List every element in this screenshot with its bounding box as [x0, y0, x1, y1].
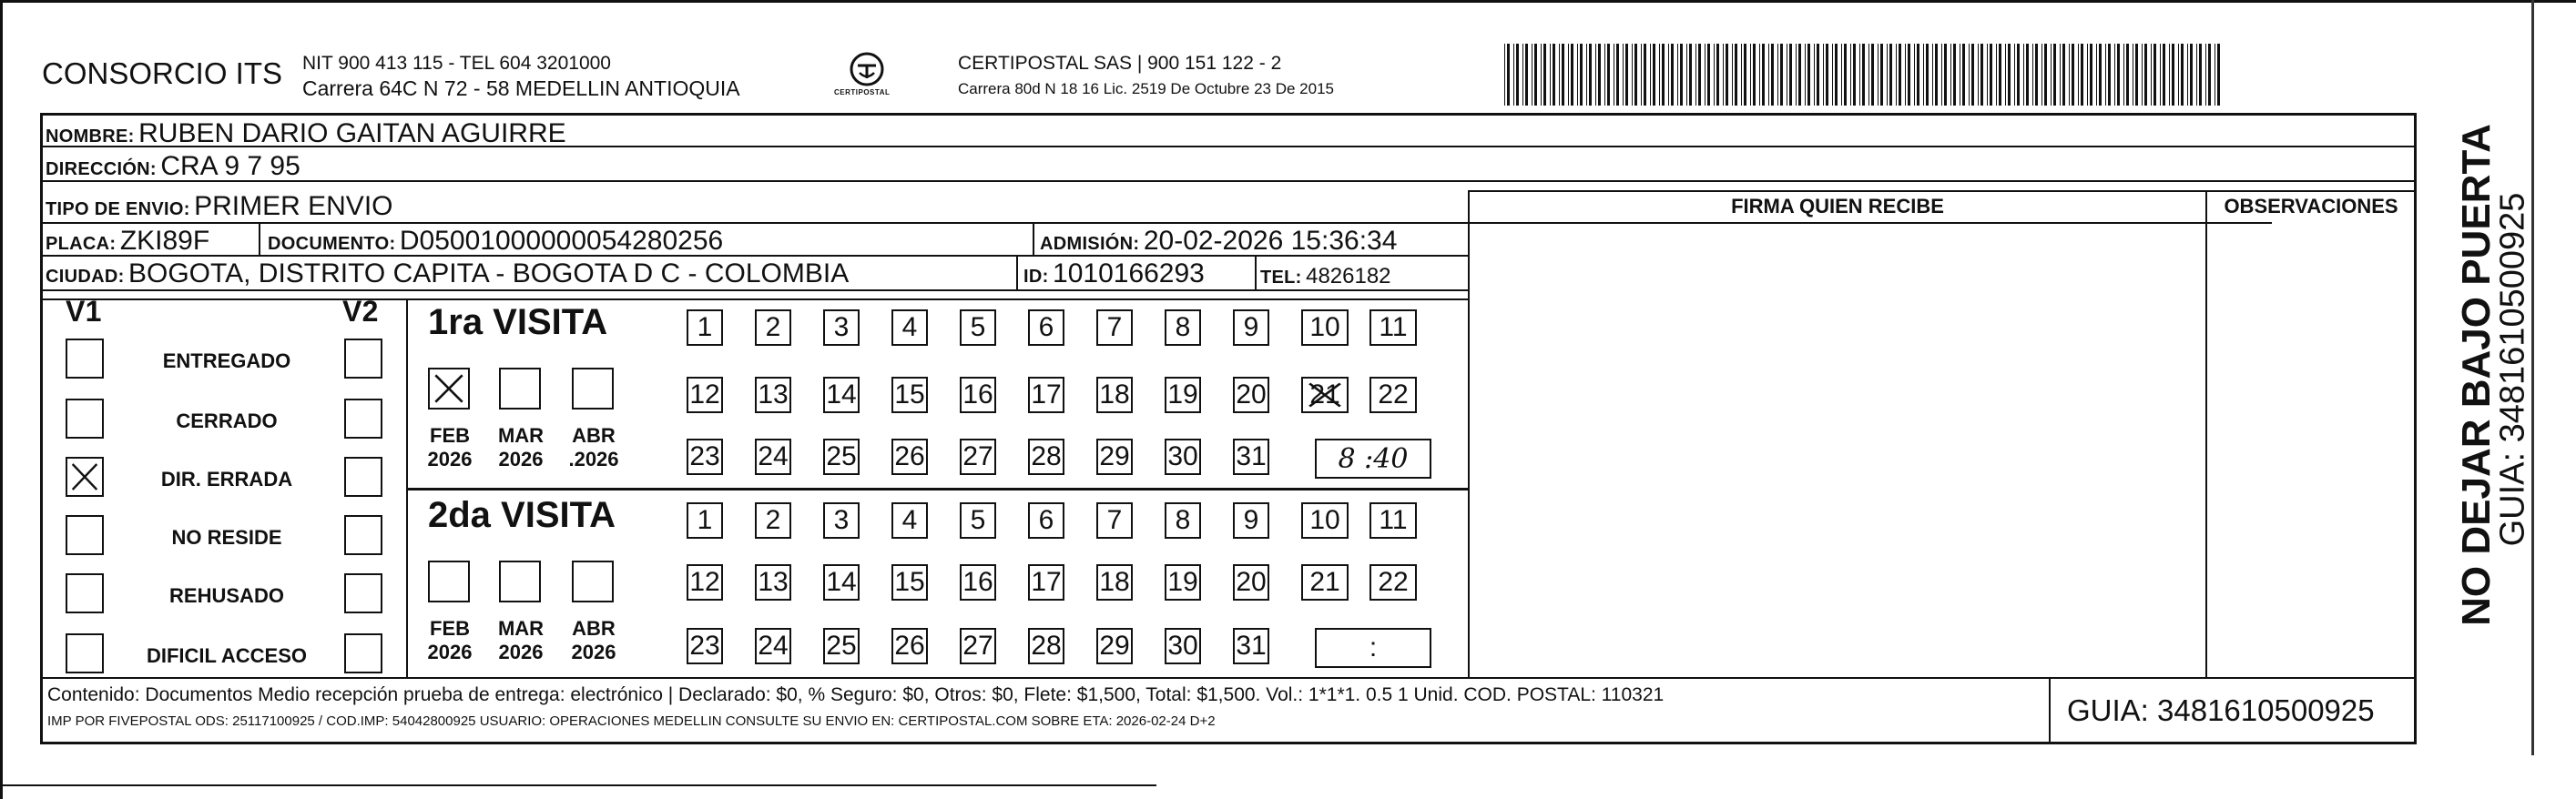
day-number: 11 — [1379, 312, 1408, 342]
day-cell[interactable] — [1165, 564, 1201, 601]
month-checkbox[interactable] — [428, 368, 470, 410]
day-cell[interactable] — [1165, 309, 1201, 346]
day-cell[interactable] — [960, 628, 996, 664]
day-cell[interactable] — [1233, 309, 1269, 346]
day-cell[interactable] — [1028, 377, 1064, 413]
month-name: MAR — [497, 617, 545, 640]
day-cell[interactable] — [755, 309, 791, 346]
day-number: 23 — [689, 441, 720, 471]
day-cell[interactable] — [960, 502, 996, 539]
direccion-label: DIRECCIÓN: — [46, 159, 157, 179]
day-cell[interactable] — [823, 502, 860, 539]
v1-checkbox[interactable] — [66, 339, 104, 379]
day-cell[interactable] — [755, 377, 791, 413]
day-number: 29 — [1099, 631, 1130, 661]
day-cell[interactable] — [687, 564, 723, 601]
status-label: DIR. ERRADA — [160, 468, 293, 491]
month-checkbox[interactable] — [499, 368, 541, 410]
day-number: 18 — [1099, 567, 1130, 597]
contenido-line: Contenido: Documentos Medio recepción prueba de entrega: electrónico | Declarado: $0, % Seguro: $0, Otros: $0, Flete: $1,500, Total: $1,500. Vol.: 1*1*1. 0.5 1 Unid. COD. POSTAL: 110321 — [47, 684, 1665, 705]
day-number: 22 — [1378, 567, 1409, 597]
day-cell[interactable] — [1233, 502, 1269, 539]
day-cell[interactable] — [960, 564, 996, 601]
day-cell[interactable] — [687, 377, 723, 413]
day-cell[interactable] — [960, 377, 996, 413]
day-number: 20 — [1236, 567, 1267, 597]
day-cell[interactable] — [755, 502, 791, 539]
month-name: ABR — [572, 617, 616, 640]
day-cell[interactable] — [1233, 564, 1269, 601]
time-field[interactable]: 8 :40 — [1315, 439, 1431, 479]
month-name: FEB — [430, 617, 470, 640]
address-line: Carrera 64C N 72 - 58 MEDELLIN ANTIOQUIA — [302, 76, 740, 100]
day-cell[interactable] — [823, 377, 860, 413]
day-number: 27 — [962, 631, 993, 661]
carrier-line: CERTIPOSTAL SAS | 900 151 122 - 2 — [958, 53, 1282, 74]
day-cell[interactable] — [1301, 564, 1349, 601]
month-year: .2026 — [568, 448, 619, 470]
day-number: 19 — [1167, 567, 1198, 597]
day-number: 4 — [901, 312, 918, 342]
day-number: 31 — [1236, 631, 1267, 661]
day-cell[interactable] — [687, 628, 723, 664]
day-number: 12 — [689, 379, 720, 410]
day-cell[interactable] — [1233, 439, 1269, 475]
day-cell[interactable] — [755, 564, 791, 601]
day-number: 13 — [758, 379, 789, 410]
day-number: 1 — [697, 505, 713, 535]
second-visit-title: 2da VISITA — [428, 495, 616, 535]
day-cell[interactable] — [1028, 502, 1064, 539]
day-number: 14 — [826, 379, 857, 410]
v2-label: V2 — [342, 295, 379, 328]
v2-checkbox[interactable] — [344, 573, 382, 613]
v2-checkbox[interactable] — [344, 515, 382, 555]
day-number: 10 — [1309, 312, 1340, 342]
day-number: 31 — [1236, 441, 1267, 471]
status-label: REHUSADO — [169, 584, 284, 607]
ciudad-label: CIUDAD: — [46, 267, 125, 287]
day-cell[interactable] — [960, 439, 996, 475]
day-cell[interactable] — [755, 628, 791, 664]
logo-caption: CERTIPOSTAL — [834, 88, 891, 96]
month-year: 2026 — [427, 641, 473, 663]
day-cell[interactable] — [1165, 439, 1201, 475]
day-number: 25 — [826, 631, 857, 661]
day-cell[interactable] — [1028, 309, 1064, 346]
v1-checkbox[interactable] — [66, 633, 104, 673]
observaciones-header: OBSERVACIONES — [2224, 195, 2398, 217]
day-cell[interactable] — [687, 502, 723, 539]
day-number: 16 — [962, 567, 993, 597]
v1-label: V1 — [66, 295, 102, 328]
day-cell[interactable] — [891, 564, 928, 601]
month-name: ABR — [572, 424, 616, 447]
carrier-license: Carrera 80d N 18 16 Lic. 2519 De Octubre 23 De 2015 — [958, 80, 1334, 97]
day-number: 6 — [1038, 505, 1054, 535]
day-number: 13 — [758, 567, 789, 597]
barcode — [1504, 44, 2233, 106]
day-number: 5 — [970, 312, 986, 342]
day-cell[interactable] — [687, 309, 723, 346]
day-number: 14 — [826, 567, 857, 597]
day-cell[interactable] — [1096, 628, 1133, 664]
day-cell[interactable] — [891, 439, 928, 475]
day-number: 9 — [1243, 505, 1259, 535]
day-number: 18 — [1099, 379, 1130, 410]
day-number: 29 — [1099, 441, 1130, 471]
day-cell[interactable] — [1233, 377, 1269, 413]
day-number: 24 — [758, 631, 789, 661]
day-number: 11 — [1379, 505, 1408, 535]
ciudad-value: BOGOTA, DISTRITO CAPITA - BOGOTA D C - COLOMBIA — [128, 258, 850, 288]
day-cell[interactable] — [1301, 377, 1349, 413]
v2-checkbox[interactable] — [344, 633, 382, 673]
v2-checkbox[interactable] — [344, 399, 382, 439]
day-cell[interactable] — [1369, 564, 1417, 601]
nit-line: NIT 900 413 115 - TEL 604 3201000 — [302, 53, 611, 74]
day-number: 7 — [1106, 505, 1123, 535]
month-year: 2026 — [498, 448, 544, 470]
v1-checkbox[interactable] — [66, 399, 104, 439]
day-cell[interactable] — [1096, 502, 1133, 539]
day-cell[interactable] — [1233, 628, 1269, 664]
imp-line: IMP POR FIVEPOSTAL ODS: 25117100925 / COD.IMP: 54042800925 USUARIO: OPERACIONES MEDELLIN CONSULTE SU ENVIO EN: CERTIPOSTAL.COM SOBRE ETA: 2026-02-24 D+2 — [47, 713, 1216, 729]
day-number: 27 — [962, 441, 993, 471]
month-year: 2026 — [571, 641, 616, 663]
day-number: 2 — [765, 312, 781, 342]
day-cell[interactable] — [1369, 309, 1417, 346]
day-cell[interactable] — [1369, 502, 1417, 539]
day-cell[interactable] — [1301, 502, 1349, 539]
day-cell[interactable] — [1096, 309, 1133, 346]
nombre-value: RUBEN DARIO GAITAN AGUIRRE — [138, 118, 566, 148]
tel-value: 4826182 — [1306, 264, 1391, 288]
day-number: 17 — [1031, 567, 1062, 597]
day-cell[interactable] — [891, 628, 928, 664]
month-checkbox[interactable] — [572, 561, 614, 602]
day-number: 10 — [1309, 505, 1340, 535]
v2-checkbox[interactable] — [344, 457, 382, 497]
footer-guia: GUIA: 3481610500925 — [2067, 693, 2375, 727]
day-number: 5 — [970, 505, 986, 535]
month-label — [494, 617, 548, 664]
day-number: 3 — [833, 505, 850, 535]
day-cell[interactable] — [755, 439, 791, 475]
month-label — [566, 617, 621, 664]
day-cell[interactable] — [960, 309, 996, 346]
day-number: 3 — [833, 312, 850, 342]
status-label: DIFICIL ACCESO — [146, 644, 307, 667]
day-number: 20 — [1236, 379, 1267, 410]
day-number: 26 — [894, 631, 925, 661]
day-cell[interactable] — [823, 309, 860, 346]
day-cell[interactable] — [1028, 439, 1064, 475]
day-cell[interactable] — [1096, 377, 1133, 413]
day-cell[interactable] — [823, 628, 860, 664]
day-number: 8 — [1175, 312, 1191, 342]
day-number: 21 — [1309, 567, 1340, 597]
month-label — [494, 424, 548, 471]
day-number: 19 — [1167, 379, 1198, 410]
day-number: 21 — [1309, 379, 1340, 410]
month-label — [423, 424, 477, 471]
direccion-value: CRA 9 7 95 — [160, 151, 300, 181]
v1-checkbox[interactable] — [66, 573, 104, 613]
month-label — [566, 424, 621, 471]
day-number: 30 — [1167, 631, 1198, 661]
time-field[interactable]: : — [1315, 628, 1431, 668]
certipostal-logo — [834, 47, 894, 102]
placa-label: PLACA: — [46, 234, 117, 254]
day-number: 28 — [1031, 441, 1062, 471]
day-number: 15 — [894, 567, 925, 597]
day-number: 26 — [894, 441, 925, 471]
v1-checkbox[interactable] — [66, 457, 104, 497]
day-number: 15 — [894, 379, 925, 410]
day-number: 16 — [962, 379, 993, 410]
day-cell[interactable] — [1369, 377, 1417, 413]
admision-label: ADMISIÓN: — [1040, 234, 1140, 254]
company-name: CONSORCIO ITS — [42, 56, 283, 90]
month-year: 2026 — [427, 448, 473, 470]
documento-label: DOCUMENTO: — [268, 234, 396, 254]
day-cell[interactable] — [1028, 564, 1064, 601]
day-number: 28 — [1031, 631, 1062, 661]
day-number: 1 — [697, 312, 713, 342]
tipo-envio-value: PRIMER ENVIO — [194, 191, 393, 221]
day-number: 9 — [1243, 312, 1259, 342]
placa-value: ZKI89F — [119, 226, 210, 256]
first-visit-title: 1ra VISITA — [428, 302, 608, 342]
admision-value: 20-02-2026 15:36:34 — [1143, 226, 1398, 256]
nombre-label: NOMBRE: — [46, 126, 135, 147]
id-label: ID: — [1023, 267, 1049, 287]
day-cell[interactable] — [1165, 628, 1201, 664]
day-cell[interactable] — [1028, 628, 1064, 664]
day-number: 30 — [1167, 441, 1198, 471]
day-cell[interactable] — [891, 502, 928, 539]
month-checkbox[interactable] — [499, 561, 541, 602]
month-label — [423, 617, 477, 664]
firma-header: FIRMA QUIEN RECIBE — [1731, 195, 1944, 217]
day-cell[interactable] — [687, 439, 723, 475]
day-cell[interactable] — [891, 309, 928, 346]
day-number: 23 — [689, 631, 720, 661]
day-number: 25 — [826, 441, 857, 471]
day-number: 4 — [901, 505, 918, 535]
day-number: 6 — [1038, 312, 1054, 342]
v2-checkbox[interactable] — [344, 339, 382, 379]
day-number: 17 — [1031, 379, 1062, 410]
day-cell[interactable] — [891, 377, 928, 413]
month-name: FEB — [430, 424, 470, 447]
month-checkbox[interactable] — [428, 561, 470, 602]
day-cell[interactable] — [1096, 439, 1133, 475]
day-cell[interactable] — [1301, 309, 1349, 346]
month-name: MAR — [497, 424, 545, 447]
status-label: ENTREGADO — [162, 349, 291, 372]
day-number: 12 — [689, 567, 720, 597]
tipo-envio-label: TIPO DE ENVIO: — [46, 199, 190, 219]
day-number: 7 — [1106, 312, 1123, 342]
documento-value: D05001000000054280256 — [399, 226, 724, 256]
day-cell[interactable] — [823, 564, 860, 601]
day-cell[interactable] — [1096, 564, 1133, 601]
day-number: 2 — [765, 505, 781, 535]
day-cell[interactable] — [1165, 502, 1201, 539]
day-number: 24 — [758, 441, 789, 471]
day-number: 22 — [1378, 379, 1409, 410]
day-cell[interactable] — [823, 439, 860, 475]
no-dejar-warning: NO DEJAR BAJO PUERTA — [2454, 124, 2499, 626]
status-label: NO RESIDE — [171, 526, 282, 549]
month-year: 2026 — [498, 641, 544, 663]
status-label: CERRADO — [176, 410, 278, 432]
day-cell[interactable] — [1165, 377, 1201, 413]
side-guia: GUIA: 3481610500925 — [2493, 192, 2532, 547]
v1-checkbox[interactable] — [66, 515, 104, 555]
tel-label: TEL: — [1260, 268, 1302, 288]
id-value: 1010166293 — [1053, 258, 1205, 288]
day-number: 8 — [1175, 505, 1191, 535]
month-checkbox[interactable] — [572, 368, 614, 410]
